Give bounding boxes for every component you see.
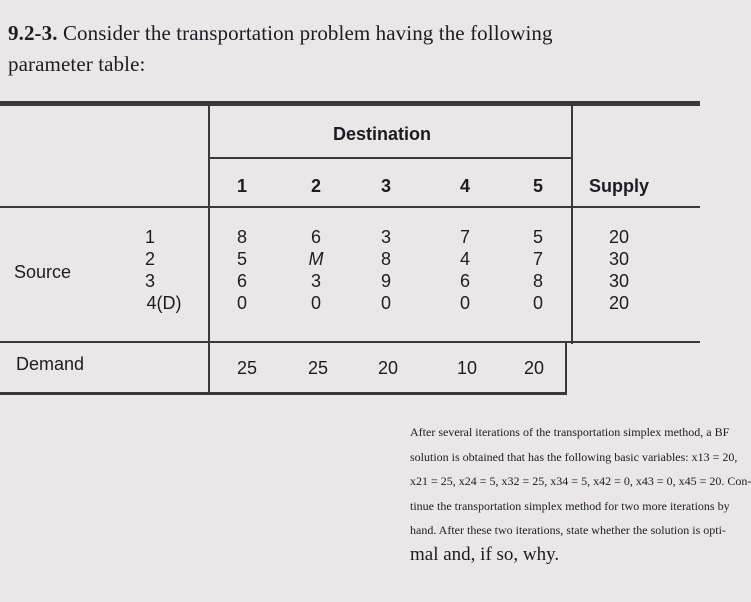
body-bottom-rule <box>0 341 700 343</box>
cost-cell: 4 <box>459 249 470 269</box>
table-bottom-rule <box>0 392 567 395</box>
demand-cell: 25 <box>307 358 329 378</box>
source-index-1: 1 <box>144 227 155 247</box>
supply-header: Supply <box>589 176 650 196</box>
cost-cell: 0 <box>310 293 321 313</box>
paragraph-line: x21 = 25, x24 = 5, x32 = 25, x34 = 5, x42 = 0, x43 = 0, x45 = 20. Con- <box>410 474 751 488</box>
problem-text-line2: parameter table: <box>8 52 146 76</box>
demand-label: Demand <box>16 354 85 374</box>
cost-cell: 7 <box>459 227 470 247</box>
cost-cell: 0 <box>380 293 391 313</box>
source-index-3: 3 <box>144 271 155 291</box>
paragraph-line: mal and, if so, why. <box>410 543 560 565</box>
cost-cell: 7 <box>532 249 543 269</box>
cost-cell: 8 <box>236 227 247 247</box>
cost-cell: 3 <box>380 227 391 247</box>
destination-header: Destination <box>333 124 432 144</box>
source-index-2: 2 <box>144 249 155 269</box>
cost-cell: 8 <box>380 249 391 269</box>
cost-cell: 5 <box>236 249 247 269</box>
cost-cell: 6 <box>236 271 247 291</box>
cost-cell: 0 <box>532 293 543 313</box>
destination-col-1: 1 <box>236 176 247 196</box>
problem-number: 9.2-3. <box>8 21 58 45</box>
cost-cell: M <box>308 249 324 269</box>
cost-cell: 0 <box>236 293 247 313</box>
cost-cell: 9 <box>380 271 391 291</box>
paragraph-line: After several iterations of the transportation simplex method, a BF <box>410 425 730 439</box>
supply-cell: 30 <box>608 249 630 269</box>
paragraph-line: solution is obtained that has the following basic variables: x13 = 20, <box>410 449 738 464</box>
supply-divider <box>571 106 573 344</box>
paragraph-line: tinue the transportation simplex method for two more iterations by <box>410 498 730 513</box>
demand-cell: 10 <box>456 358 478 378</box>
header-bottom-rule <box>0 206 700 208</box>
cost-cell: 6 <box>310 227 321 247</box>
left-divider <box>208 106 210 394</box>
supply-cell: 20 <box>608 227 630 247</box>
destination-col-3: 3 <box>380 176 391 196</box>
destination-underline <box>209 157 573 159</box>
cost-cell: 5 <box>532 227 543 247</box>
source-index-4: 4(D) <box>146 293 182 313</box>
destination-col-5: 5 <box>532 176 543 196</box>
problem-statement <box>8 18 688 80</box>
cost-cell: 3 <box>310 271 321 291</box>
cost-cell: 0 <box>459 293 470 313</box>
supply-cell: 30 <box>608 271 630 291</box>
paragraph-line: hand. After these two iterations, state whether the solution is opti- <box>410 523 726 537</box>
demand-divider <box>565 341 567 394</box>
cost-cell: 8 <box>532 271 543 291</box>
demand-cell: 20 <box>523 358 545 378</box>
destination-col-2: 2 <box>310 176 321 196</box>
supply-cell: 20 <box>608 293 630 313</box>
destination-col-4: 4 <box>459 176 470 196</box>
source-label: Source <box>14 262 72 282</box>
table-top-rule <box>0 101 700 106</box>
problem-text-line1: Consider the transportation problem having the following <box>62 21 553 45</box>
demand-cell: 20 <box>377 358 399 378</box>
instructions-paragraph <box>410 420 751 567</box>
demand-cell: 25 <box>236 358 258 378</box>
cost-cell: 6 <box>459 271 470 291</box>
